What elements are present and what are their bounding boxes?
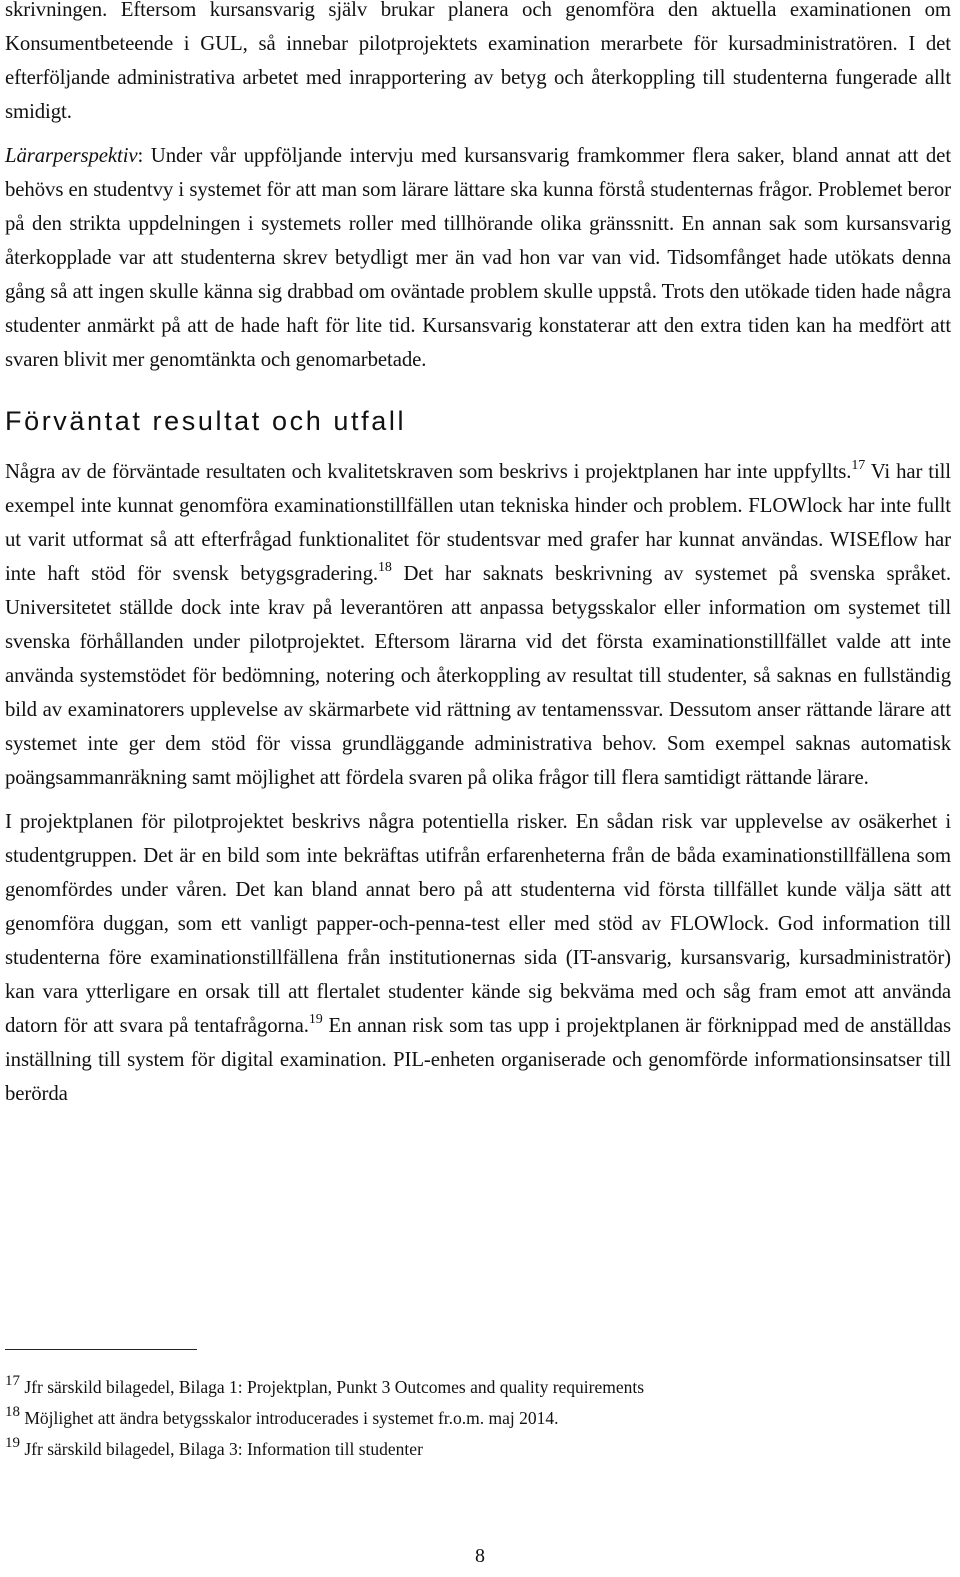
footnote-divider — [5, 1349, 197, 1350]
paragraph-administration: skrivningen. Eftersom kursansvarig själv brukar planera och genomföra den aktuella examinationen om Konsumentbeteende i GUL, så innebar pilotprojektets examination merarbete för kursadministratören. I det efterföljande administrativa arbetet med inrapportering av betyg och återkoppling till studenterna fungerade allt smidigt. — [5, 0, 951, 123]
results-text-part3: Det har saknats beskrivning av systemet på svenska språket. Universitetet ställde dock inte krav på leverantören att anpassa betygsskalor eller information om systemet till svenska förhållanden under pilotprojektet. Eftersom lärarna vid det första examinationstillfället valde att inte använda systemstödet för bedömning, notering och återkoppling av resultat till studenter, så saknas en fullständig bild av examinatorers upplevelse av skärmarbete vid rättning av tentamenssvar. Dessutom anser rättande lärare att systemet inte ger dem stöd för vissa grundläggande administrativa behov. Som exempel saknas automatisk poängsammanräkning samt möjlighet att fördela svaren på olika frågor till flera samtidigt rättande lärare. — [5, 562, 951, 789]
results-text-part1: Några av de förväntade resultaten och kvalitetskraven som beskrivs i projektplanen har inte uppfyllts. — [5, 460, 852, 483]
footnote-number: 18 — [5, 1404, 20, 1420]
footnotes — [5, 1372, 951, 1465]
page-number: 8 — [475, 1545, 485, 1567]
paragraph-risks — [5, 805, 951, 1111]
footnote-text: Jfr särskild bilagedel, Bilaga 3: Information till studenter — [20, 1439, 423, 1459]
footnote-17 — [5, 1372, 951, 1403]
teacher-perspective-text: : Under vår uppföljande intervju med kursansvarig framkommer flera saker, bland annat att det behövs en studentvy i systemet för att man som lärare lättare ska kunna förstå studenternas frågor. Problemet beror på den strikta uppdelningen i systemets roller med tillhörande olika gränssnitt. En annan sak som kursansvarig återkopplade var att studenterna skrev betydligt mer än vad hon var van vid. Tidsomfånget hade utökats denna gång så att ingen skulle känna sig drabbad om oväntade problem skulle uppstå. Trots den utökade tiden hade några studenter anmärkt på att de hade haft för lite tid. Kursansvarig konstaterar att den extra tiden kan ha medfört att svaren blivit mer genomtänkta och genomarbetade. — [5, 144, 951, 371]
section-heading: Förväntat resultat och utfall — [5, 406, 407, 436]
footnote-19 — [5, 1434, 951, 1465]
footnote-ref-19[interactable]: 19 — [308, 1012, 323, 1027]
footnote-18 — [5, 1403, 951, 1434]
footnote-number: 17 — [5, 1373, 20, 1389]
footnote-text: Möjlighet att ändra betygsskalor introducerades i systemet fr.o.m. maj 2014. — [20, 1408, 559, 1428]
paragraph-expected-results — [5, 455, 951, 795]
risks-text-part2: En annan risk som tas upp i projektplanen är förknippad med de anställdas inställning till system för digital examination. PIL-enheten organiserade och genomförde informationsinsatser till berörda — [5, 1014, 951, 1105]
footnote-number: 19 — [5, 1435, 20, 1451]
paragraph-teacher-perspective — [5, 139, 951, 377]
risks-text-part1: I projektplanen för pilotprojektet beskrivs några potentiella risker. En sådan risk var upplevelse av osäkerhet i studentgruppen. Det är en bild som inte bekräftas utifrån erfarenheterna från de båda examinationstillfällena som genomfördes under våren. Det kan bland annat bero på att studenterna vid första tillfället kunde välja sätt att genomföra duggan, som ett vanligt papper-och-penna-test eller med stöd av FLOWlock. God information till studenterna före examinationstillfällena från institutionernas sida (IT-ansvarig, kursansvarig, kursadministratör) kan vara ytterligare en orsak till att flertalet studenter kände sig bekväma med och såg fram emot att använda datorn för att svara på tentafrågorna. — [5, 810, 951, 1037]
footnote-ref-18[interactable]: 18 — [377, 560, 392, 575]
results-text-part2: Vi har till exempel inte kunnat genomföra examinationstillfällen utan tekniska hinder och problem. FLOWlock har inte fullt ut varit utformat så att efterfrågad funktionalitet för studentsvar med grafer har kunnat användas. WISEflow har inte haft stöd för svensk betygsgradering. — [5, 460, 951, 585]
document-body — [5, 0, 951, 1111]
footnote-ref-17[interactable]: 17 — [851, 458, 866, 473]
teacher-perspective-label: Lärarperspektiv — [5, 144, 138, 167]
footnote-text: Jfr särskild bilagedel, Bilaga 1: Projektplan, Punkt 3 Outcomes and quality requirements — [20, 1377, 645, 1397]
